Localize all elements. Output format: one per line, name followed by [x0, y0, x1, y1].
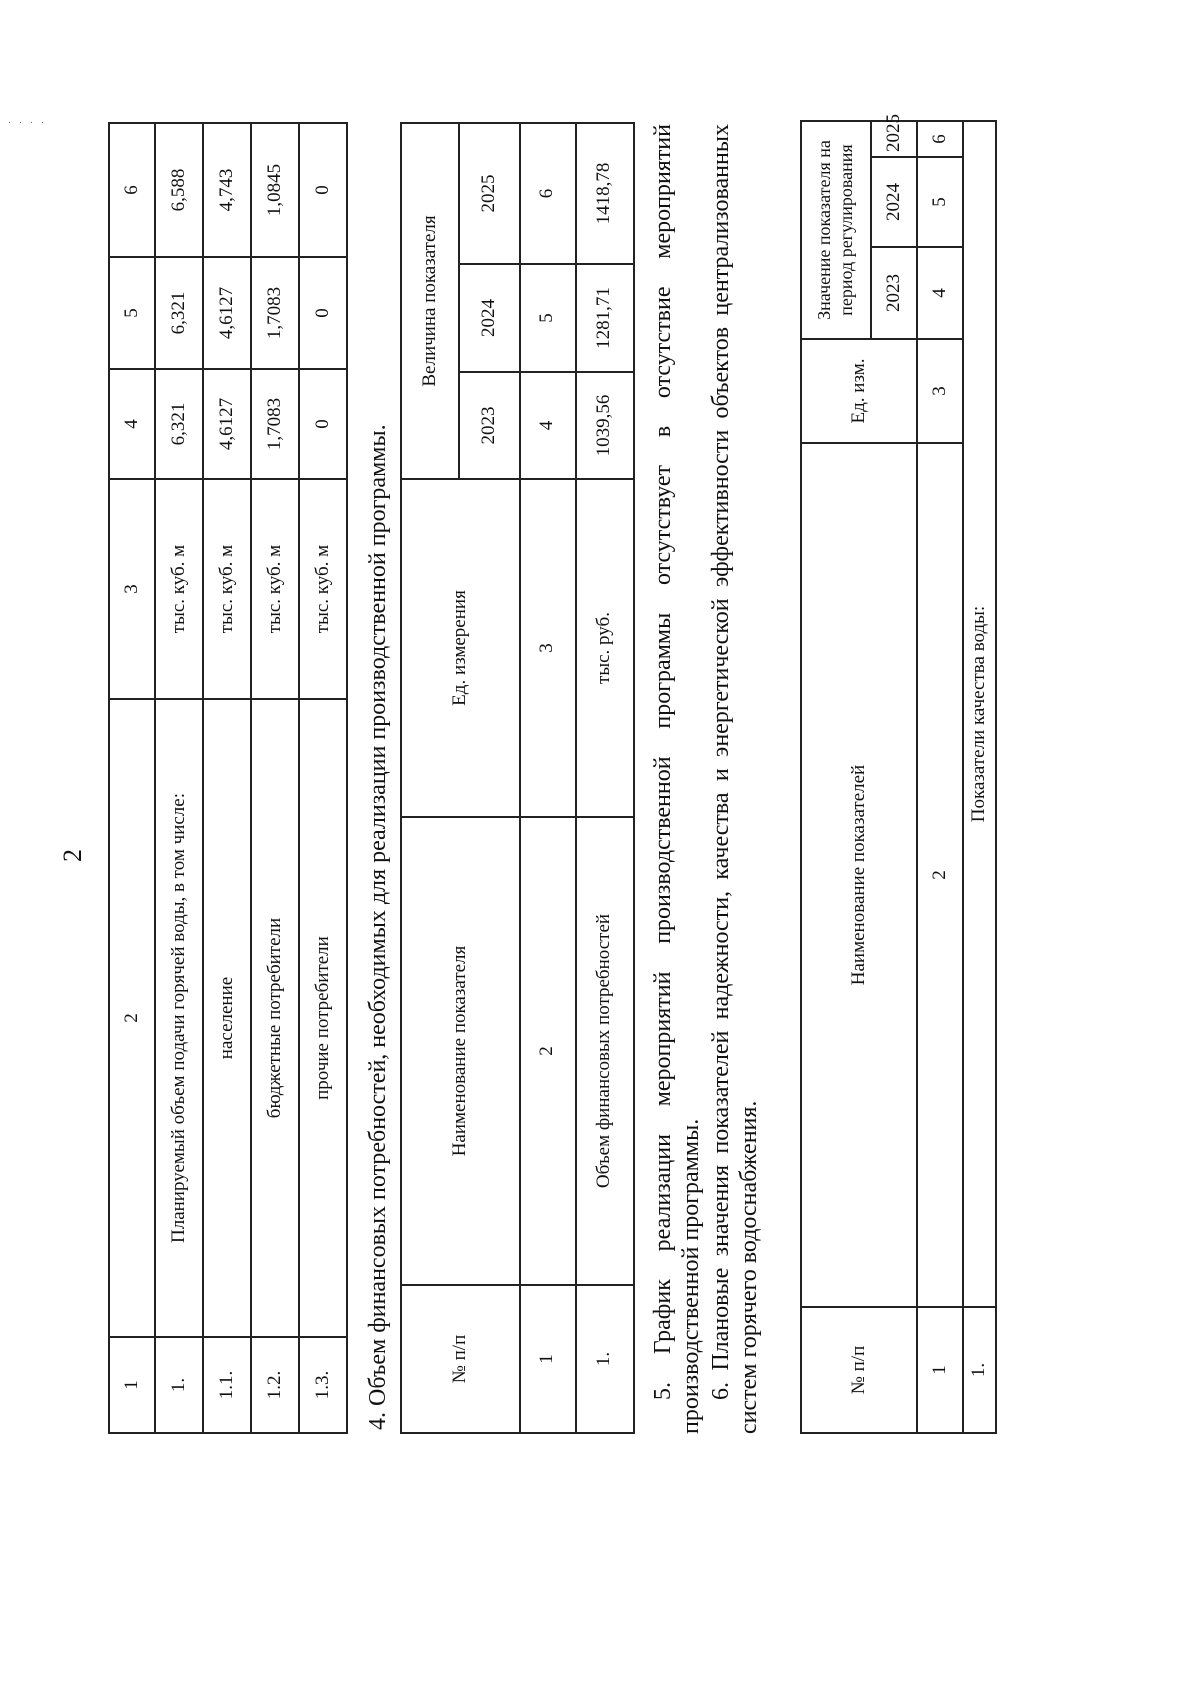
- year-header: 2023: [871, 247, 917, 339]
- index-cell: 5: [520, 264, 576, 372]
- row-number: 1.3.: [299, 1337, 347, 1433]
- section-6-line-1: 6. Плановые значения показателей надежности, качества и энергетической эффективности объектов централизованных: [708, 124, 734, 1400]
- header-cell: 2: [109, 699, 155, 1337]
- year-header: 2023: [459, 372, 520, 479]
- value-2023: 1,7083: [251, 369, 299, 479]
- row-number: 1.2.: [251, 1337, 299, 1433]
- header-cell: 3: [109, 479, 155, 699]
- index-cell: 5: [917, 157, 963, 247]
- table-row: [155, 123, 203, 1433]
- section-5-line-1: 5. График реализации мероприятий производственной программы отсутствует в отсутствие мероприятий: [650, 124, 676, 1400]
- row-unit: тыс. куб. м: [251, 479, 299, 699]
- page-number: 2: [58, 849, 87, 862]
- row-name: прочие потребители: [299, 699, 347, 1337]
- index-cell: 1: [520, 1285, 576, 1433]
- row-number: 1.: [155, 1337, 203, 1433]
- value-2025: 1418,78: [576, 123, 634, 264]
- row-name: Планируемый объем подачи горячей воды, в том числе:: [155, 699, 203, 1337]
- row-name: Объем финансовых потребностей: [576, 817, 634, 1285]
- section-6-paragraph: [708, 124, 764, 1434]
- row-unit: тыс. руб.: [576, 479, 634, 817]
- col-header-value: Значение показателя на период регулирования: [801, 121, 871, 339]
- value-2025: 4,743: [203, 123, 251, 257]
- quality-indicators-table: [800, 114, 997, 1434]
- value-2025: 6,588: [155, 123, 203, 257]
- section-4-heading: 4. Объем финансовых потребностей, необходимых для реализации производственной программы.: [365, 424, 391, 1430]
- col-header-name: Наименование показателей: [801, 443, 917, 1307]
- scan-marks: ˙ ˙ ˙ ˙: [8, 80, 52, 124]
- year-header: 2024: [871, 157, 917, 247]
- row-unit: тыс. куб. м: [203, 479, 251, 699]
- value-2024: 4,6127: [203, 257, 251, 369]
- col-header-num: № п/п: [801, 1307, 917, 1433]
- index-cell: 1: [917, 1307, 963, 1433]
- col-header-unit: Ед. изм.: [801, 339, 917, 443]
- value-2024: 0: [299, 257, 347, 369]
- col-header-unit: Ед. измерения: [401, 479, 520, 817]
- section-5-line-2: производственной программы.: [677, 1118, 704, 1434]
- index-cell: 2: [917, 443, 963, 1307]
- table-row: [299, 123, 347, 1433]
- row-number: 1.1.: [203, 1337, 251, 1433]
- value-2025: 1,0845: [251, 123, 299, 257]
- header-cell: 4: [109, 369, 155, 479]
- year-header: 2025: [871, 121, 917, 157]
- index-cell: 2: [520, 817, 576, 1285]
- col-header-value: Величина показателя: [401, 123, 459, 479]
- table-index-row: [520, 123, 576, 1433]
- value-2024: 1281,71: [576, 264, 634, 372]
- index-cell: 6: [917, 121, 963, 157]
- value-2024: 6,321: [155, 257, 203, 369]
- row-name: бюджетные потребители: [251, 699, 299, 1337]
- year-header: 2024: [459, 264, 520, 372]
- value-2024: 1,7083: [251, 257, 299, 369]
- value-2023: 1039,56: [576, 372, 634, 479]
- header-cell: 5: [109, 257, 155, 369]
- row-name: население: [203, 699, 251, 1337]
- value-2023: 6,321: [155, 369, 203, 479]
- value-2025: 0: [299, 123, 347, 257]
- row-number: 1.: [963, 1307, 996, 1433]
- table-row: [251, 123, 299, 1433]
- table-row: [576, 123, 634, 1433]
- row-name: Показатели качества воды:: [963, 121, 996, 1307]
- year-header: 2025: [459, 123, 520, 264]
- table-row: [963, 121, 996, 1433]
- financial-needs-table: [400, 122, 635, 1434]
- water-supply-volume-table: [108, 122, 348, 1434]
- section-5-paragraph: [650, 124, 706, 1434]
- table-header-row: [109, 123, 155, 1433]
- row-unit: тыс. куб. м: [299, 479, 347, 699]
- index-cell: 3: [917, 339, 963, 443]
- col-header-num: № п/п: [401, 1285, 520, 1433]
- row-unit: тыс. куб. м: [155, 479, 203, 699]
- row-number: 1.: [576, 1285, 634, 1433]
- value-2023: 4,6127: [203, 369, 251, 479]
- table-index-row: [917, 121, 963, 1433]
- section-6-line-2: систем горячего водоснабжения.: [735, 1100, 762, 1434]
- index-cell: 3: [520, 479, 576, 817]
- value-2023: 0: [299, 369, 347, 479]
- header-cell: 6: [109, 123, 155, 257]
- header-cell: 1: [109, 1337, 155, 1433]
- index-cell: 4: [917, 247, 963, 339]
- table-row: [203, 123, 251, 1433]
- index-cell: 6: [520, 123, 576, 264]
- index-cell: 4: [520, 372, 576, 479]
- col-header-name: Наименование показателя: [401, 817, 520, 1285]
